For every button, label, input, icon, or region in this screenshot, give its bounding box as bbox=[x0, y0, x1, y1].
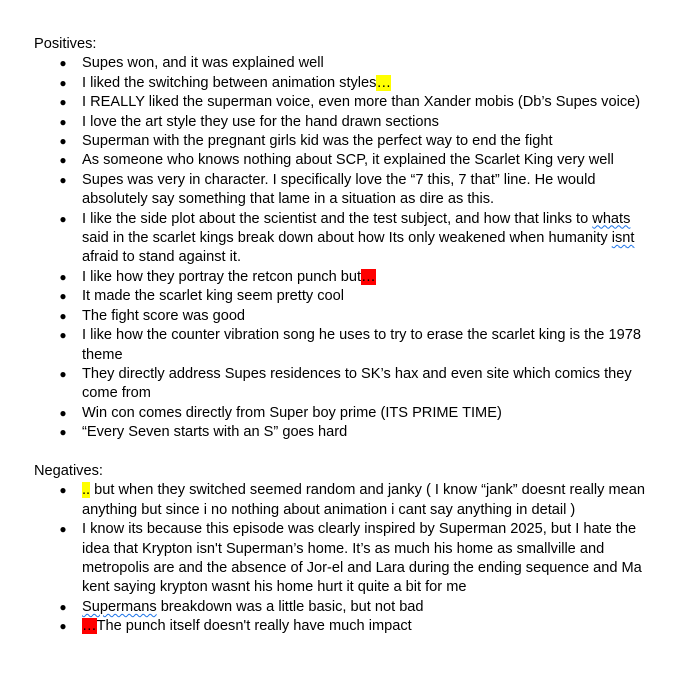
spelling-underline[interactable]: Supermans bbox=[82, 598, 157, 615]
list-item: ● I like the side plot about the scientist and the test subject, and how that links to whats said in the scarlet kings break down about how Its only weakened when humanity isnt afraid to stand against it. bbox=[59, 210, 635, 266]
bullet-icon: ● bbox=[59, 172, 67, 187]
bullet-icon: ● bbox=[59, 366, 67, 381]
list-item: ● …The punch itself doesn't really have much impact bbox=[34, 617, 654, 636]
bullet-icon: ● bbox=[59, 328, 67, 343]
list-item: ● I like how the counter vibration song he uses to try to erase the scarlet king is the 1978 theme bbox=[59, 327, 641, 363]
negatives-heading: Negatives: bbox=[34, 462, 103, 479]
list-item: ● I know its because this episode was clearly inspired by Superman 2025, but I hate the idea that Krypton isn't Superman’s home. It’s as much his home as smallville and metropolis are and the absence of Jor-el and Lara during the ending sequence and Ma kent saying krypton wasnt his home hurt it quite a bit for me bbox=[59, 521, 642, 596]
bullet-icon: ● bbox=[59, 134, 67, 149]
bullet-icon: ● bbox=[59, 289, 67, 304]
bullet-icon: ● bbox=[59, 269, 67, 284]
list-item: ● I REALLY liked the superman voice, even more than Xander mobis (Db’s Supes voice) bbox=[34, 93, 654, 112]
red-highlight-mark: … bbox=[82, 618, 97, 635]
bullet-icon: ● bbox=[59, 56, 67, 71]
list-item: ● It made the scarlet king seem pretty cool bbox=[34, 287, 654, 306]
bullet-icon: ● bbox=[59, 619, 67, 634]
list-item: ● They directly address Supes residences to SK’s hax and even site which comics they come from bbox=[59, 365, 632, 402]
list-item: ● Supes was very in character. I specifically love the “7 this, 7 that” line. He would absolutely say something that lame in a situation as dire as this. bbox=[59, 171, 596, 208]
spelling-underline[interactable]: isnt bbox=[611, 230, 635, 247]
positives-list bbox=[34, 54, 654, 442]
list-item: ● I like how they portray the retcon punch but… bbox=[34, 268, 654, 287]
spelling-underline[interactable]: whats bbox=[592, 210, 631, 227]
bullet-icon: ● bbox=[59, 425, 67, 440]
bullet-icon: ● bbox=[59, 95, 67, 110]
bullet-icon: ● bbox=[59, 114, 67, 129]
list-item: ● Supes won, and it was explained well bbox=[34, 54, 654, 73]
bullet-icon: ● bbox=[59, 522, 67, 537]
list-item: ● .. but when they switched seemed random and janky ( I know “jank” doesnt really mean anything but since i no nothing about animation i cant say anything in detail ) bbox=[59, 482, 645, 518]
bullet-icon: ● bbox=[59, 405, 67, 420]
red-highlight-mark: … bbox=[361, 268, 376, 285]
list-item: ● Supermans breakdown was a little basic, but not bad bbox=[34, 598, 654, 617]
list-item: ● The fight score was good bbox=[34, 307, 654, 326]
negatives-list bbox=[34, 481, 654, 636]
list-item: ● Superman with the pregnant girls kid was the perfect way to end the fight bbox=[34, 132, 654, 151]
bullet-icon: ● bbox=[59, 153, 67, 168]
list-item: ● I liked the switching between animation styles… bbox=[34, 74, 654, 93]
list-item: ● I love the art style they use for the hand drawn sections bbox=[34, 113, 654, 132]
bullet-icon: ● bbox=[59, 599, 67, 614]
yellow-highlight-mark: … bbox=[376, 74, 392, 91]
bullet-icon: ● bbox=[59, 211, 67, 226]
section-gap bbox=[34, 443, 654, 462]
positives-heading: Positives: bbox=[34, 36, 97, 52]
yellow-highlight-mark: .. bbox=[82, 482, 91, 499]
bullet-icon: ● bbox=[59, 308, 67, 323]
document-body bbox=[34, 35, 654, 637]
list-item: ● As someone who knows nothing about SCP, it explained the Scarlet King very well bbox=[34, 151, 654, 170]
bullet-icon: ● bbox=[59, 75, 67, 90]
list-item: ● Win con comes directly from Super boy prime (ITS PRIME TIME) bbox=[34, 404, 654, 423]
bullet-icon: ● bbox=[59, 483, 67, 498]
list-item: ● “Every Seven starts with an S” goes hard bbox=[34, 423, 654, 442]
